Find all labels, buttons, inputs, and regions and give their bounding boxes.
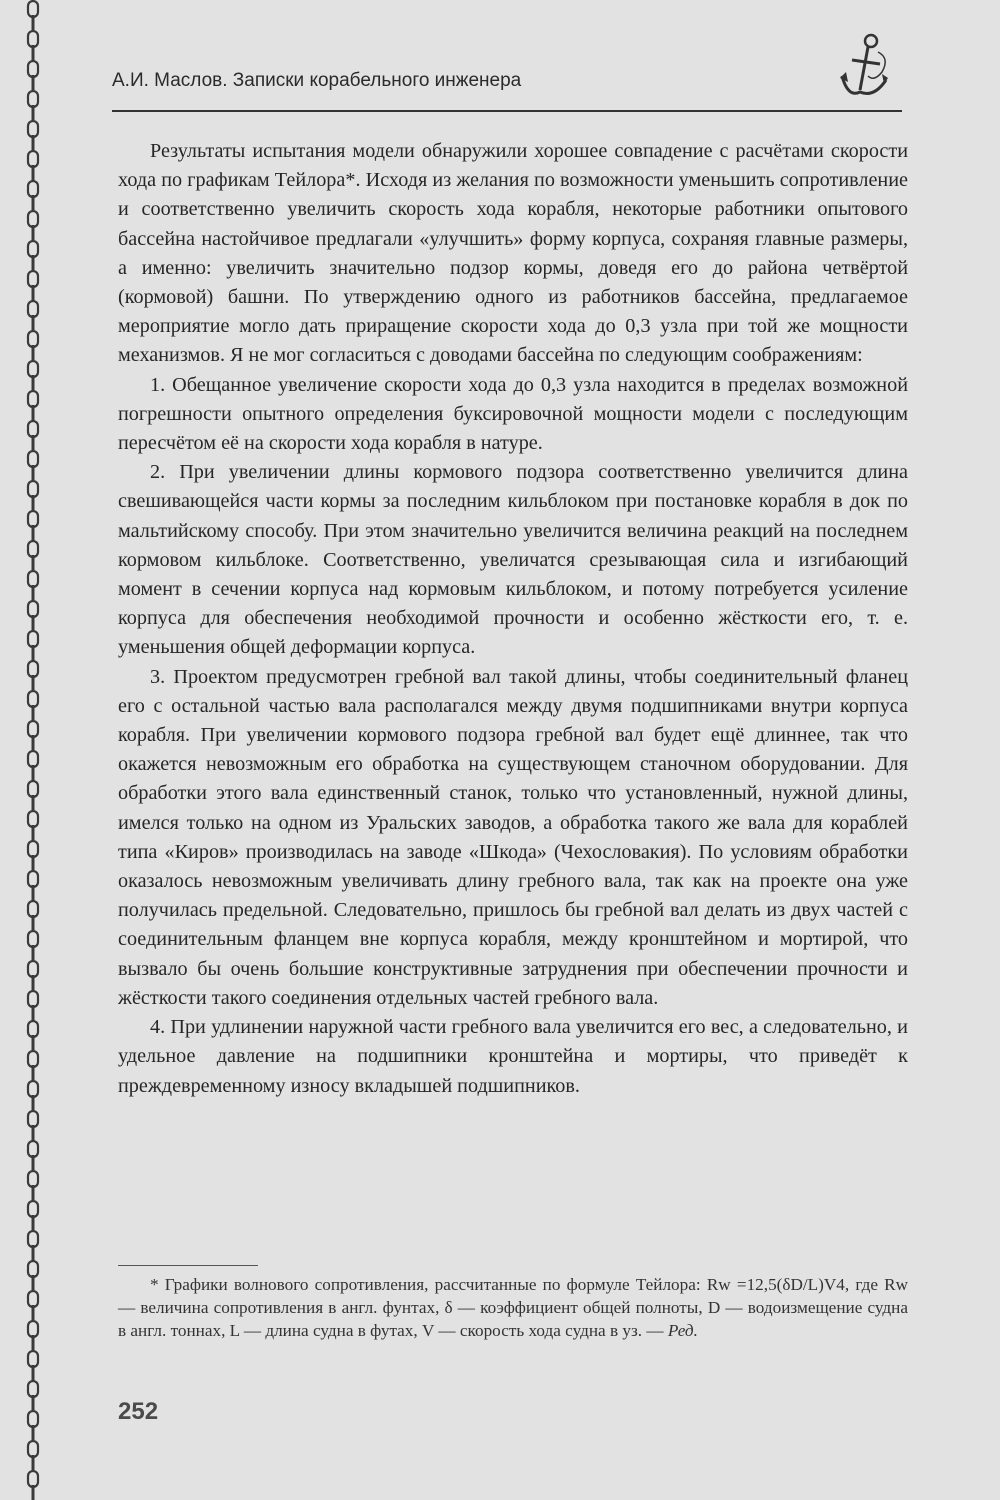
point-2-paragraph: 2. При увеличении длины кормового подзора соответственно увеличится длина свешивающейся части кормы за последним кильблоком при постановке корабля в док по мальтийскому способу. При этом значительно увеличится величина реакций на последнем кормовом кильблоке. Соответственно, увеличатся срезывающая сила и изгибающий момент в сечении корпуса над кормовым кильблоком, и потому потребуется усиление корпуса для обеспечения необходимой прочности и особенно жёсткости его, т. е. уменьшения общей деформации корпуса. bbox=[118, 461, 908, 659]
footnote-text: * Графики волнового сопротивления, рассчитанные по формуле Тейлора: Rw =12,5(δD/L)V4, где Rw — величина сопротивления в англ. фунтах, δ — коэффициент общей полноты, D — водоизмещение судна в англ. тоннах, L — длина судна в футах, V — скорость хода судна в уз. — bbox=[118, 1275, 908, 1340]
footnote-rule bbox=[118, 1265, 258, 1266]
footnote-editor-mark: Ред. bbox=[667, 1321, 698, 1340]
point-4-paragraph: 4. При удлинении наружной части гребного вала увеличится его вес, а следовательно, и удельное давление на подшипники кронштейна и мортиры, что приведёт к преждевременному износу вкладышей подшипников. bbox=[118, 1016, 908, 1097]
footnote bbox=[118, 1273, 908, 1342]
intro-paragraph: Результаты испытания модели обнаружили хорошее совпадение с расчётами скорости хода по графикам Тейлора*. Исходя из желания по возможности уменьшить сопротивление и соответственно увеличить скорость хода корабля, некоторые работники опытового бассейна настойчивое предлагали «улучшить» форму корпуса, сохраняя главные размеры, а именно: увеличить значительно подзор кормы, доведя его до района четвёртой (кормовой) башни. По утверждению одного из работников бассейна, предлагаемое мероприятие могло дать приращение скорости хода до 0,3 узла при той же мощности механизмов. Я не мог согласиться с доводами бассейна по следующим соображениям: bbox=[118, 140, 908, 367]
point-3-paragraph: 3. Проектом предусмотрен гребной вал такой длины, чтобы соединительный фланец его с остальной частью вала располагался между двумя подшипниками внутри корпуса корабля. При увеличении кормового подзора гребной вал будет ещё длиннее, так что окажется невозможным его обработка на существующем станочном оборудовании. Для обработки этого вала единственный станок, только что установленный, нужной длины, имелся только на одном из Уральских заводов, а обработка такого же вала для кораблей типа «Киров» производилась на заводе «Шкода» (Чехословакия). По условиям обработки оказалось невозможным увеличивать длину гребного вала, так как на проекте она уже получилась предельной. Следовательно, пришлось бы гребной вал делать из двух частей с соединительным фланцем вне корпуса корабля, между кронштейном и мортирой, что вызвало бы очень большие конструктивные затруднения при обеспечении прочности и жёсткости такого соединения отдельных частей гребного вала. bbox=[118, 665, 908, 1009]
header-rule bbox=[112, 110, 902, 112]
point-1-paragraph: 1. Обещанное увеличение скорости хода до 0,3 узла находится в пределах возможной погрешности опытного определения буксировочной мощности модели с последующим пересчётом её на скорости хода корабля в натуре. bbox=[118, 373, 908, 455]
running-title: А.И. Маслов. Записки корабельного инженера bbox=[112, 70, 522, 91]
main-text bbox=[118, 137, 908, 1101]
page-number: 252 bbox=[118, 1398, 159, 1425]
anchor-icon bbox=[838, 32, 896, 104]
chain-border-icon bbox=[22, 0, 44, 1500]
